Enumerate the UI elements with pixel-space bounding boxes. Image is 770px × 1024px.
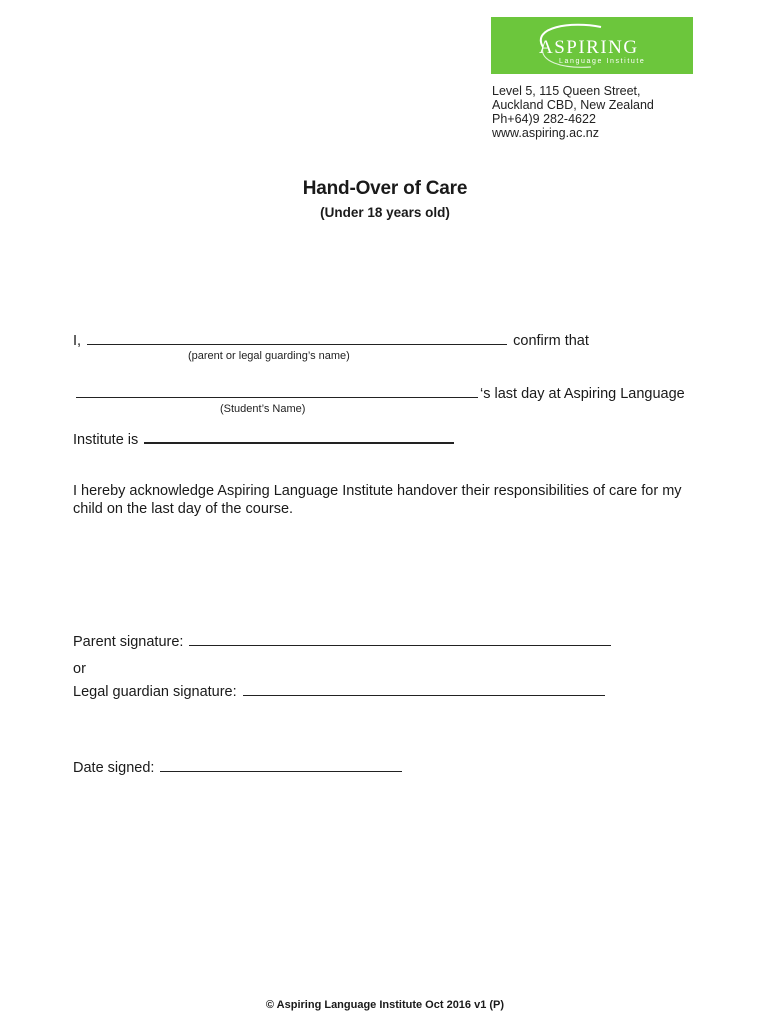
logo-name: ASPIRING: [539, 37, 639, 58]
parent-name-field[interactable]: [87, 343, 507, 345]
parent-prefix: I,: [73, 333, 82, 349]
guardian-signature-field[interactable]: [243, 694, 605, 696]
student-name-row: [76, 386, 685, 402]
last-day-row: [73, 432, 456, 448]
logo-tagline: Language Institute: [559, 58, 646, 65]
student-suffix: ‘s last day at Aspiring Language: [480, 386, 685, 402]
or-label: or: [73, 661, 86, 677]
student-name-field[interactable]: [76, 396, 478, 398]
parent-suffix: confirm that: [513, 333, 589, 349]
address-block: [492, 84, 654, 140]
address-phone: Ph+64)9 282-4622: [492, 112, 596, 126]
address-line-1: Level 5, 115 Queen Street,: [492, 84, 641, 98]
last-day-field[interactable]: [144, 441, 454, 444]
acknowledgement-text: I hereby acknowledge Aspiring Language Institute handover their responsibilities of care for my child on the last day of the course.: [73, 483, 682, 517]
address-line-2: Auckland CBD, New Zealand: [492, 98, 654, 112]
parent-signature-label: Parent signature:: [73, 634, 184, 650]
aspiring-logo: [491, 17, 693, 74]
guardian-signature-row: [73, 684, 607, 700]
parent-name-caption: (parent or legal guarding’s name): [188, 350, 350, 362]
footer-copyright: © Aspiring Language Institute Oct 2016 v1 (P): [265, 999, 505, 1011]
institute-prefix: Institute is: [73, 432, 139, 448]
date-signed-field[interactable]: [160, 770, 402, 772]
parent-signature-field[interactable]: [189, 644, 611, 646]
parent-signature-row: [73, 634, 613, 650]
student-name-caption: (Student’s Name): [220, 403, 306, 415]
document-subtitle: (Under 18 years old): [320, 205, 450, 220]
parent-name-row: [73, 333, 589, 349]
guardian-signature-label: Legal guardian signature:: [73, 684, 237, 700]
date-signed-label: Date signed:: [73, 760, 155, 776]
date-signed-row: [73, 760, 404, 776]
document-title: Hand-Over of Care: [302, 178, 468, 199]
address-website: www.aspiring.ac.nz: [492, 126, 599, 140]
logo-graphic: [491, 17, 693, 74]
